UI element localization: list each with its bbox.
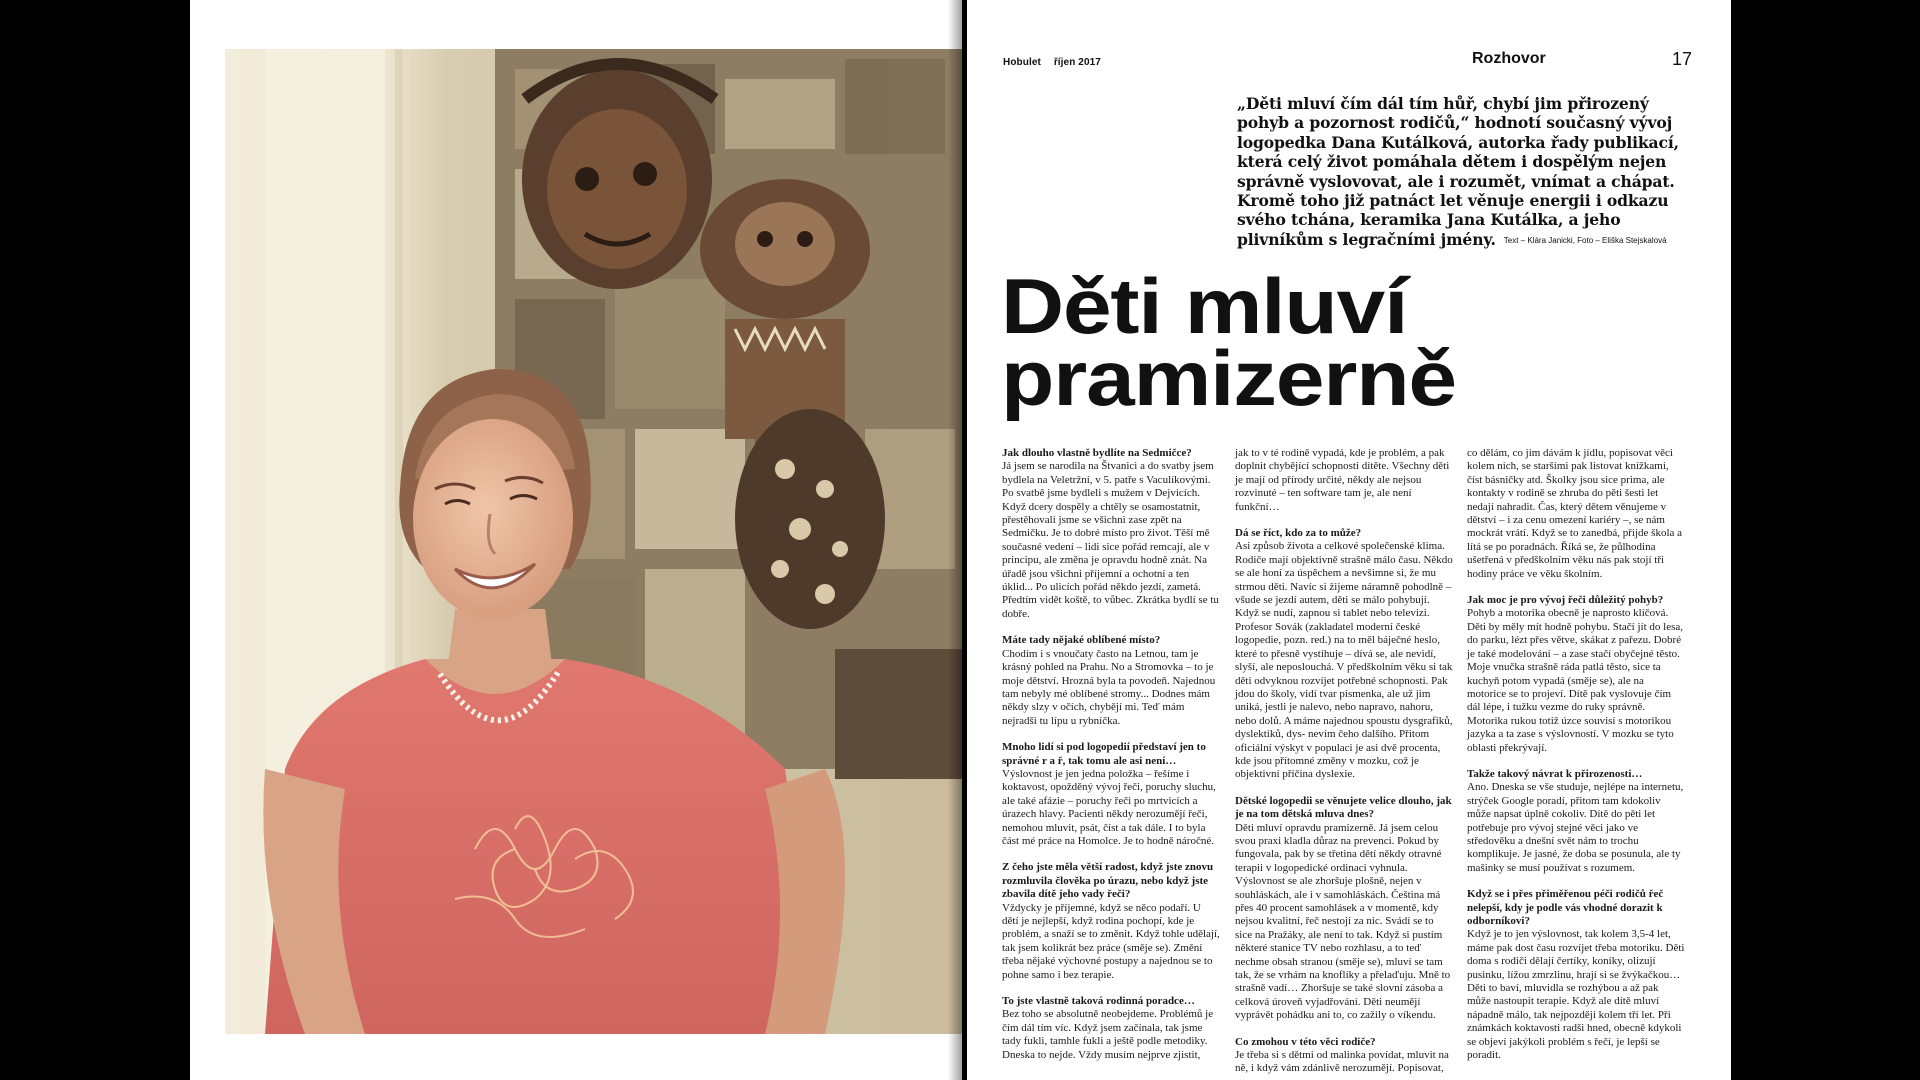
- lead-paragraph: [1237, 94, 1699, 252]
- interview-question: Jak moc je pro vývoj řeči důležitý pohyb?: [1467, 594, 1664, 607]
- section-title: Rozhovor: [1472, 50, 1546, 67]
- paragraph-gap: [1002, 982, 1220, 995]
- text-column-2: [1235, 447, 1453, 1076]
- headline-line-2: pramizerně: [1001, 334, 1456, 422]
- page-number: 17: [1672, 49, 1693, 69]
- magazine-name: Hobulet: [1003, 57, 1041, 68]
- interview-answer: Pohyb a motorika obecně je naprosto klíčová. Děti by měly mít hodně pohybu. Stačí jít do lesa, do parku, lézt přes větve, skákat z pařezu. Dobré je také modelování – a zase stačí obyčejné těsto. Moje vnučka strašně ráda patlá těsto, sice ta kuchyň potom vypadá (směje se), ale na motorice se to projeví. Dítě pak vyslovuje čím dál lépe, i tužku vezme do ruky správně. Motorika rukou totiž úzce souvisí s motorikou jazyka a ta zase s výslovností. V mozku se tyto oblasti překrývají.: [1467, 607, 1683, 754]
- interview-question: Mnoho lidí si pod logopedií představí jen to správné r a ř, tak tomu ale asi není…: [1002, 741, 1206, 767]
- paragraph-gap: [1002, 728, 1220, 741]
- interview-question: Takže takový návrat k přirozenosti…: [1467, 767, 1643, 780]
- interview-answer: Když je to jen výslovnost, tak kolem 3,5-4 let, máme pak dost času rozvíjet třeba motoriku. Děti doma s rodiči dělají čertíky, koníky, olizují pusinku, lížou zmrzlinu, hrají si se žvýkačkou… Děti to baví, mluvidla se rozhýbou a až pak může nastoupit terapie. Když ale dítě mluví nápadně málo, tak nejpozději kolem tří let. Při známkách koktavosti radši hned, obecně kdykoli se objeví jakýkoli problém s řečí, je lepší se poradit.: [1467, 928, 1685, 1062]
- interview-answer: Chodím i s vnoučaty často na Letnou, tam je krásný pohled na Prahu. No a Stromovka – to je moje dětství. Hrozná byla ta povodeň. Najednou tam nebyly mé oblíbené stromy... Dodnes mám někdy slzy v očích, chybějí mi. Teď mám nejradši tu lípu u rybníčka.: [1002, 647, 1216, 727]
- interview-question: Když se i přes přiměřenou péči rodičů řeč nelepší, kdy je podle vás vhodné dorazit k odborníkovi?: [1467, 888, 1664, 927]
- text-column-3: [1467, 447, 1685, 1062]
- interview-answer: Děti mluví opravdu pramizerně. Já jsem celou svou praxi kladla důraz na prevenci. Pokud by fungovala, pak by se třetina dětí někdy otravné terapii v logopedické ordinaci vyhnula. Výslovnost se ale zhoršuje plošně, nejen v souhláskách, ale i v samohláskách. Čeština má přes 40 procent samohlásek a v momentě, kdy nejsou kvalitní, řeč nestojí za nic. Svádí se to sice na Pražáky, ale není to tak. Když si pustím některé stanice TV nebo rozhlasu, a to teď nechme obsah stranou (směje se), mluví se tam tak, že se vrhám na knoflíky a přelaďuju. Mně to strašně vadí… Zhoršuje se také slovní zásoba a celková úroveň vyjadřování. Děti neumějí vyprávět pohádku ani to, co zažily o víkendu.: [1235, 821, 1451, 1022]
- left-page: [190, 0, 962, 1080]
- interview-question: Dětské logopedii se věnujete velice dlouho, jak je na tom dětská mluva dnes?: [1235, 794, 1452, 821]
- interview-answer: Asi způsob života a celkové společenské klima. Rodiče mají objektivně strašně málo času. Někdo se ale honí za úspěchem a nevšimne si, že mu strmou děti. Navíc si žijeme náramně pohodlně – všude se jezdí autem, děti se málo pohybují. Když se nudí, zapnou si tablet nebo televizi. Profesor Sovák (zakladatel moderní české logopedie, pozn. red.) na to měl báječné heslo, které to přesně vystihuje – dívá se, ale nevidí, slyší, ale neposlouchá. V předškolním věku si tak děti odvyknou rozvíjet potřebné schopnosti. Pak jdou do školy, vidí tvar písmenka, ale už jim uniká, jestli je nalevo, nebo napravo, nahoru, nebo dolů. A máme najednou spoustu dysgrafiků, dyslektiků, dys- nevím čeho dalšího. Přitom oficiální výskyt v populaci je asi dvě procenta, kde jsou přítomné změny v mozku, což je objektivní příčina dyslexie.: [1235, 540, 1453, 781]
- paragraph-gap: [1235, 1023, 1453, 1036]
- interview-answer: Já jsem se narodila na Štvanici a do svatby jsem bydlela na Veletržní, v 5. patře s Vaculíkovými. Po svatbě jsme bydleli s mužem v Dejvicích. Když dcery dospěly a chtěly se osamostatnit, přestěhovali jsme se všichni zase zpět na Sedmičku. Je to dobré místo pro život. Těší mě současné vedení – lidi sice pořád remcají, ale v principu, ale změna je opravdu hodně znát. Na úřadě jsou všichni příjemní a ochotní a ten úklid... Po ulicích pořád někdo jezdí, zametá. Předtím vidět koště, to vůbec. Zkrátka bydlí se tu dobře.: [1002, 460, 1219, 620]
- text-column-1: [1002, 447, 1220, 1062]
- interview-question: Máte tady nějaké oblíbené místo?: [1002, 634, 1161, 647]
- paragraph-gap: [1235, 782, 1453, 795]
- interview-question: Z čeho jste měla větší radost, když jste znovu rozmluvila člověka po úrazu, nebo když jste zbavila dítě jeho vady řeči?: [1002, 861, 1214, 901]
- interview-question: Dá se říct, kdo za to může?: [1235, 527, 1362, 540]
- paragraph-gap: [1467, 875, 1685, 888]
- paragraph-gap: [1002, 621, 1220, 634]
- lead-text: „Děti mluví čím dál tím hůř, chybí jim přirozený pohyb a pozornost rodičů,“ hodnotí současný vývoj logopedka Dana Kutálková, autorka řady publikací, která celý život pomáhala dětem i dospělým nejen správně vyslovovat, ale i rozumět, vnímat a chápat. Kromě toho již patnáct let věnuje energii i odkazu svého tchána, keramika Jana Kutálka, a jeho plivníkům s legračními jmény.: [1237, 94, 1679, 249]
- interview-question: Jak dlouho vlastně bydlíte na Sedmičce?: [1002, 447, 1192, 459]
- interview-answer: Je třeba si s dětmi od malinka povídat, mluvit na ně, i když vám zdánlivě nerozumějí. Popisovat,: [1235, 1049, 1449, 1075]
- right-page: [967, 0, 1731, 1080]
- paragraph-gap: [1002, 848, 1220, 861]
- headline: [1001, 262, 1731, 422]
- byline: Text – Klára Janicki, Foto – Eliška Stejskalová: [1503, 235, 1667, 245]
- paragraph-gap: [1467, 755, 1685, 768]
- running-header: [1003, 57, 1111, 68]
- issue-date: říjen 2017: [1053, 57, 1101, 68]
- interview-question: To jste vlastně taková rodinná poradce…: [1002, 995, 1195, 1008]
- interview-answer: Výslovnost je jen jedna položka – řešíme i koktavost, opožděný vývoj řeči, poruchy sluchu, ale také afázie – poruchy řeči po mrtvicích a úrazech hlavy. Pacienti někdy nerozumějí řeči, nemohou mluvit, psát, číst a tak dále. I to byla část mé práce na Homolce. Je to hodně náročné.: [1002, 767, 1216, 847]
- portrait-photo: [225, 49, 962, 1034]
- interview-answer: Bez toho se absolutně neobejdeme. Problémů je čím dál tím víc. Když jsem začínala, tak jsme tady fukli, tamhle fukli a ještě podle metodiky. Dneska to nejde. Vždy musím nejprve zjistit,: [1002, 1008, 1214, 1061]
- interview-answer: Vždycky je příjemné, když se něco podaří. U dětí je nejlepší, když rodina pochopí, kde je problém, a snaží se to změnit. Když tohle udělají, tak jsem kolikrát bez práce (směje se). Změní třeba nějaké výchovné postupy a najednou se to pohne samo i bez terapie.: [1002, 901, 1220, 981]
- paragraph-gap: [1235, 514, 1453, 527]
- headline-line-1: Děti mluví: [1001, 262, 1408, 350]
- portrait-illustration: [225, 49, 962, 1034]
- interview-answer: jak to v té rodině vypadá, kde je problém, a pak doplnit chybějící schopnosti dítěte. Všechny děti je mají od přírody určité, někdy ale nejsou rozvinuté – ten software tam je, ale není funkční…: [1235, 447, 1450, 513]
- interview-answer: co dělám, co jim dávám k jídlu, popisovat věci kolem nich, se staršími pak listovat knížkami, číst básničky atd. Školky jsou sice prima, ale kontakty v rodině se zhruba do pěti šesti let nedají nahradit. Čas, který dětem věnujeme v dětství – i za cenu omezení kariéry –, se nám mockrát vrátí. Když se to zanedbá, přijde škola a lítá se po poradnách. Říká se, že půlhodina ušetřená v předškolním věku nás pak stojí tři hodiny práce ve věku školním.: [1467, 447, 1683, 580]
- paragraph-gap: [1467, 581, 1685, 594]
- interview-question: Co zmohou v této věci rodiče?: [1235, 1035, 1376, 1048]
- interview-answer: Ano. Dneska se vše studuje, nejlépe na internetu, strýček Google poradí, přitom tam kdokoliv může napsat úplně cokoliv. Dítě do pěti let potřebuje pro vývoj stejné věci jako ve středověku a dnešní svět nám to trochu komplikuje. Je jasné, že doba se posunula, ale ty mašinky se musí používat s rozumem.: [1467, 781, 1684, 874]
